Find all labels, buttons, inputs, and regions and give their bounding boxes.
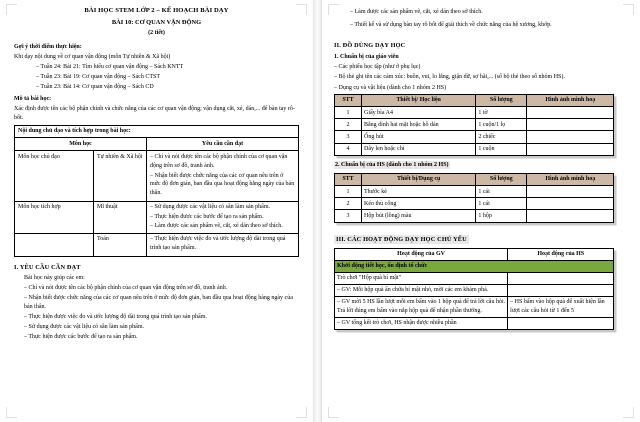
teacher-prep-item: – Bộ thẻ ghi tên các cảm xúc: buồn, vui, lo lắng, giận dữ, sợ hãi,... (số bộ thẻ theo số nhóm HS). [334, 73, 565, 80]
description-label: Mô tả bài học: [14, 95, 52, 102]
table-row [335, 296, 614, 317]
lesson-duration: (2 tiết) [148, 29, 165, 36]
cell-quantity: 1 cuộn/1 lọ [476, 119, 527, 131]
week-item: – Tuần 23: Bài 19: Cơ quan vận động – Sách CTST [36, 74, 161, 81]
time-hint-text: Khi dạy nội dung về cơ quan vận động (môn Tự nhiên & Xã hội) [14, 53, 171, 60]
table-row-header [335, 174, 614, 186]
cell-quantity: 1 cuộn [476, 143, 527, 155]
cell-hs-activity [508, 272, 614, 284]
week-item: – Tuần 24: Bài 21: Tìm hiểu cơ quan vận động – Sách KNTT [36, 63, 184, 70]
column-header-requirement: Yêu cầu cần đạt [147, 138, 299, 151]
section-heading-3: III. CÁC HOẠT ĐỘNG DẠY HỌC CHỦ YẾU [336, 235, 467, 243]
cell-gv-activity: – GV: Mỗi hộp quà ẩn chứa bí mật nhỏ, mời các em khám phá. [335, 284, 508, 296]
page-right-content [334, 4, 626, 332]
table-row [335, 284, 614, 296]
requirement-list-item: – Nhận biết được chức năng của các cơ quan nêu trên ở mức độ đơn giản, ban đầu qua hoạt động hàng ngày của bản thân. [24, 295, 293, 310]
cell-hs-activity [508, 284, 614, 296]
content-integration-table [14, 125, 299, 257]
cell-stt: 1 [335, 186, 362, 198]
requirement-list-item: – Thực hiện được việc đo và ước lượng độ dài trong quá trình tạo sản phẩm. [24, 314, 207, 321]
teacher-prep-item: – Các phiếu học tập (như ở phụ lục) [334, 63, 421, 70]
cell-quantity: 1 hộp [476, 210, 527, 222]
column-header-equipment: Thiết bị/ Học liệu [362, 95, 476, 107]
cell-equipment: Hộp bút (lông) màu [362, 210, 476, 222]
cell-requirements [147, 201, 299, 233]
cell-stt: 3 [335, 131, 362, 143]
table-row [335, 119, 614, 131]
page-title: BÀI HỌC STEM LỚP 2 – KẾ HOẠCH BÀI DẠY [84, 7, 229, 14]
cell-image [527, 186, 614, 198]
requirement-item: – Nhận biết được chức năng của các cơ quan nêu trên ở mức độ đơn giản, ban đầu qua hoạt động hằng ngày của bản thân. [150, 172, 295, 197]
teacher-materials-table [334, 94, 614, 155]
cell-image [527, 131, 614, 143]
table-row-header [335, 248, 614, 260]
description-text: Xác định được tên các bộ phận chính và chức năng của các cơ quan vận động; vận dụng cắt, xé, dán,... để bàn tay rô-bốt. [14, 106, 295, 121]
section-heading-2: II. ĐỒ DÙNG DẠY HỌC [334, 42, 406, 50]
column-header-image: Hình ảnh minh hoạ [527, 174, 614, 186]
student-prep-label: 2. Chuẩn bị của HS (dành cho 1 nhóm 2 HS) [335, 161, 449, 168]
requirement-item: – Làm được các sản phẩm vẽ, cắt, xé dán theo sở thích. [150, 222, 283, 229]
column-header-quantity: Số lượng [476, 174, 527, 186]
activities-table [334, 248, 614, 330]
section-1-intro: Bài học này giúp các em: [24, 274, 85, 281]
table-row [335, 317, 614, 329]
table-row-header [15, 138, 299, 151]
activity-highlight-text: Khởi động tiết học, ổn định tổ chức [335, 260, 614, 272]
content-table-caption: Nội dung chủ đạo và tích hợp trong bài học: [15, 125, 299, 138]
cell-stt: 2 [335, 119, 362, 131]
cell-subject: Mĩ thuật [94, 201, 147, 233]
cell-equipment: Kéo thủ công [362, 198, 476, 210]
cell-stt: 2 [335, 198, 362, 210]
cell-image [527, 119, 614, 131]
table-row [335, 186, 614, 198]
table-row [15, 233, 299, 256]
column-header-equipment: Thiết bị/Dụng cụ [362, 174, 476, 186]
cell-role: Môn học tích hợp [15, 201, 94, 233]
column-header-hs: Hoạt động của HS [508, 248, 614, 260]
column-header-stt: STT [335, 95, 362, 107]
cell-equipment: Ống hút [362, 131, 476, 143]
cell-subject: Tự nhiên & Xã hội [94, 151, 147, 202]
section-heading-1: I. YÊU CẦU CẦN ĐẠT [14, 263, 81, 271]
table-row [15, 151, 299, 202]
margin-marker-bottom-right [623, 407, 634, 418]
table-row-highlight [335, 260, 614, 272]
requirement-list-item: – Chỉ và nói được tên các bộ phận chính của cơ quan vận động trên sơ đồ, tranh ảnh. [24, 285, 228, 292]
requirement-list-item: – Sử dụng được các vật liệu có sẵn làm sản phẩm. [24, 324, 144, 331]
table-row [335, 131, 614, 143]
table-row [335, 210, 614, 222]
cell-quantity: 1 tờ [476, 107, 527, 119]
table-row [335, 143, 614, 155]
time-hint-label: Gợi ý thời điểm thực hiện: [14, 43, 82, 50]
page-gutter-divider [313, 0, 322, 422]
requirement-item: – Chỉ và nói được tên các bộ phận chính của cơ quan vận động trên sơ đồ, tranh ảnh. [150, 153, 288, 169]
column-header-subject: Môn học [15, 138, 147, 151]
column-header-quantity: Số lượng [476, 95, 527, 107]
cell-equipment: Băng dính hai mặt hoặc hồ dán [362, 119, 476, 131]
carryover-item: – Làm được các sản phẩm vẽ, cắt, xé dán theo sở thích. [350, 9, 483, 15]
cell-quantity: 2 chiếc [476, 131, 527, 143]
cell-quantity: 1 cái [476, 198, 527, 210]
cell-hs-activity [508, 317, 614, 329]
requirement-list-item: – Thực hiện được các bước để tạo ra sản phẩm. [24, 334, 138, 341]
cell-image [527, 198, 614, 210]
cell-gv-activity: – GV tổng kết trò chơi, HS nhận được nhiều phần [335, 317, 508, 329]
cell-quantity: 1 cái [476, 186, 527, 198]
margin-marker-bottom-left [328, 407, 339, 418]
page-right [322, 0, 640, 422]
week-item: – Tuần 23: Bài 14: Cơ quan vận động – Sách CD [36, 84, 154, 91]
requirement-item: – Thực hiện được các bước để tạo ra sản phẩm. [150, 213, 264, 220]
cell-equipment: Thước kẻ [362, 186, 476, 198]
cell-gv-activity: – GV mời 5 HS lần lượt mỗi em bấm vào 1 hộp quà để trả lời câu hỏi. Trả lời đúng em bấm vào nắp hộp quà để nhận phần thưởng. [335, 296, 508, 317]
column-header-gv: Hoạt động của GV [335, 248, 508, 260]
cell-hs-activity: – HS bấm vào hộp quà để xuất hiện lần lượt các câu hỏi từ 1 đến 5 [508, 296, 614, 317]
carryover-item: – Thiết kế và sử dụng bàn tay rô bốt để giải thích về chức năng của hệ xương, khớp. [350, 21, 552, 28]
cell-stt: 4 [335, 143, 362, 155]
cell-stt: 3 [335, 210, 362, 222]
cell-requirements [147, 151, 299, 202]
student-materials-table [334, 173, 614, 222]
cell-requirements [147, 233, 299, 256]
cell-image [527, 107, 614, 119]
margin-marker-bottom-left [6, 407, 17, 418]
requirement-item: – Sử dụng được các vật liệu có sẵn làm sản phẩm. [150, 204, 270, 211]
margin-marker-bottom-right [296, 407, 307, 418]
column-header-stt: STT [335, 174, 362, 186]
table-row-caption [15, 125, 299, 138]
cell-stt: 1 [335, 107, 362, 119]
cell-role: Môn học chủ đạo [15, 151, 94, 202]
teacher-prep-label: 1. Chuẩn bị của giáo viên [334, 53, 399, 60]
cell-gv-activity: Trò chơi "Hộp quà bí mật" [335, 272, 508, 284]
page-left-content [14, 6, 299, 344]
page-left [0, 0, 313, 422]
cell-subject: Toán [94, 233, 147, 256]
requirement-item: – Thực hiện được việc đo và ước lượng độ dài trong quá trình tạo sản phẩm. [150, 236, 286, 251]
column-header-image: Hình ảnh minh hoạ [527, 95, 614, 107]
table-row [15, 201, 299, 233]
table-row [335, 198, 614, 210]
cell-image [527, 210, 614, 222]
cell-equipment: Giấy bìa A4 [362, 107, 476, 119]
cell-image [527, 143, 614, 155]
table-row [335, 107, 614, 119]
cell-role [15, 233, 94, 256]
table-row-header [335, 95, 614, 107]
table-row [335, 272, 614, 284]
cell-equipment: Dây len hoặc chỉ [362, 143, 476, 155]
tools-note: – Dụng cụ và vật liệu (dành cho 1 nhóm 2 HS) [334, 84, 447, 91]
lesson-subtitle: BÀI 10: CƠ QUAN VẬN ĐỘNG [111, 18, 202, 26]
